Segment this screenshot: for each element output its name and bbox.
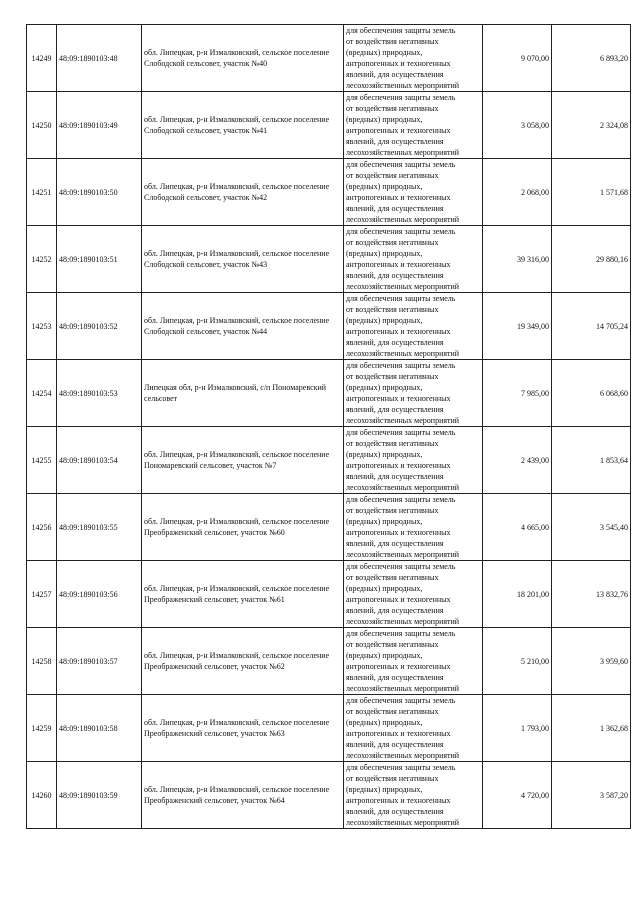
table-row: [27, 25, 631, 92]
area-cell: 9 070,00: [483, 25, 552, 92]
permitted-use-text: [346, 226, 480, 292]
permitted-use-line: от воздействия негативных: [346, 506, 439, 515]
permitted-use-line: для обеспечения защиты земель: [346, 696, 456, 705]
permitted-use-line: (вредных) природных,: [346, 48, 423, 57]
table-row: [27, 695, 631, 762]
permitted-use-line: антропогенных и техногенных: [346, 662, 451, 671]
table-row: [27, 226, 631, 293]
permitted-use-text: [346, 494, 480, 560]
area-cell: 3 058,00: [483, 92, 552, 159]
address-cell: обл. Липецкая, р-н Измалковский, сельское поселение Преображенский сельсовет, участок №61: [142, 561, 344, 628]
cadastral-value-cell: 1 362,68: [552, 695, 631, 762]
permitted-use-cell: [344, 159, 483, 226]
permitted-use-line: антропогенных и техногенных: [346, 595, 451, 604]
area-cell: 1 793,00: [483, 695, 552, 762]
address-cell: обл. Липецкая, р-н Измалковский, сельское поселение Слободской сельсовет, участок №43: [142, 226, 344, 293]
permitted-use-line: от воздействия негативных: [346, 37, 439, 46]
row-number-cell: 14249: [27, 25, 57, 92]
permitted-use-line: явлений, для осуществления: [346, 338, 444, 347]
permitted-use-line: лесохозяйственных мероприятий: [346, 818, 460, 827]
permitted-use-line: для обеспечения защиты земель: [346, 294, 456, 303]
permitted-use-line: явлений, для осуществления: [346, 204, 444, 213]
permitted-use-line: для обеспечения защиты земель: [346, 227, 456, 236]
permitted-use-cell: [344, 494, 483, 561]
table-body: [27, 25, 631, 829]
permitted-use-line: (вредных) природных,: [346, 182, 423, 191]
permitted-use-line: для обеспечения защиты земель: [346, 361, 456, 370]
permitted-use-line: для обеспечения защиты земель: [346, 428, 456, 437]
cadastral-number-cell: 48:09:1890103:48: [57, 25, 142, 92]
cadastral-number-cell: 48:09:1890103:57: [57, 628, 142, 695]
permitted-use-text: [346, 628, 480, 694]
permitted-use-line: явлений, для осуществления: [346, 472, 444, 481]
permitted-use-line: для обеспечения защиты земель: [346, 763, 456, 772]
permitted-use-cell: [344, 427, 483, 494]
area-cell: 19 349,00: [483, 293, 552, 360]
address-cell: обл. Липецкая, р-н Измалковский, сельское поселение Слободской сельсовет, участок №44: [142, 293, 344, 360]
cadastral-number-cell: 48:09:1890103:53: [57, 360, 142, 427]
cadastral-value-cell: 3 959,60: [552, 628, 631, 695]
permitted-use-line: от воздействия негативных: [346, 171, 439, 180]
permitted-use-text: [346, 92, 480, 158]
address-cell: обл. Липецкая, р-н Измалковский, сельское поселение Преображенский сельсовет, участок №63: [142, 695, 344, 762]
permitted-use-line: лесохозяйственных мероприятий: [346, 550, 460, 559]
cadastral-value-cell: 29 880,16: [552, 226, 631, 293]
row-number-cell: 14250: [27, 92, 57, 159]
permitted-use-line: для обеспечения защиты земель: [346, 160, 456, 169]
permitted-use-line: лесохозяйственных мероприятий: [346, 751, 460, 760]
cadastral-number-cell: 48:09:1890103:51: [57, 226, 142, 293]
permitted-use-cell: [344, 360, 483, 427]
cadastral-value-cell: 13 832,76: [552, 561, 631, 628]
permitted-use-line: (вредных) природных,: [346, 249, 423, 258]
permitted-use-line: антропогенных и техногенных: [346, 193, 451, 202]
row-number-cell: 14258: [27, 628, 57, 695]
permitted-use-text: [346, 159, 480, 225]
area-cell: 18 201,00: [483, 561, 552, 628]
row-number-cell: 14259: [27, 695, 57, 762]
cadastral-number-cell: 48:09:1890103:55: [57, 494, 142, 561]
table-row: [27, 427, 631, 494]
permitted-use-cell: [344, 25, 483, 92]
permitted-use-line: от воздействия негативных: [346, 573, 439, 582]
permitted-use-cell: [344, 628, 483, 695]
cadastral-number-cell: 48:09:1890103:58: [57, 695, 142, 762]
cadastral-value-cell: 3 587,20: [552, 762, 631, 829]
cadastral-value-cell: 2 324,08: [552, 92, 631, 159]
row-number-cell: 14257: [27, 561, 57, 628]
permitted-use-text: [346, 561, 480, 627]
permitted-use-line: лесохозяйственных мероприятий: [346, 617, 460, 626]
permitted-use-line: лесохозяйственных мероприятий: [346, 81, 460, 90]
permitted-use-text: [346, 762, 480, 828]
permitted-use-line: лесохозяйственных мероприятий: [346, 215, 460, 224]
address-cell: Липецкая обл, р-н Измалковский, с/п Пономаревский сельсовет: [142, 360, 344, 427]
permitted-use-line: от воздействия негативных: [346, 439, 439, 448]
row-number-cell: 14256: [27, 494, 57, 561]
table-row: [27, 159, 631, 226]
table-row: [27, 92, 631, 159]
permitted-use-line: (вредных) природных,: [346, 584, 423, 593]
permitted-use-line: лесохозяйственных мероприятий: [346, 349, 460, 358]
cadastral-number-cell: 48:09:1890103:50: [57, 159, 142, 226]
cadastral-value-cell: 3 545,40: [552, 494, 631, 561]
permitted-use-line: явлений, для осуществления: [346, 539, 444, 548]
cadastral-number-cell: 48:09:1890103:59: [57, 762, 142, 829]
permitted-use-line: антропогенных и техногенных: [346, 394, 451, 403]
permitted-use-cell: [344, 762, 483, 829]
table-row: [27, 762, 631, 829]
permitted-use-line: для обеспечения защиты земель: [346, 93, 456, 102]
permitted-use-line: (вредных) природных,: [346, 718, 423, 727]
cadastral-number-cell: 48:09:1890103:49: [57, 92, 142, 159]
permitted-use-text: [346, 427, 480, 493]
cadastral-value-cell: 6 893,20: [552, 25, 631, 92]
permitted-use-cell: [344, 561, 483, 628]
permitted-use-cell: [344, 293, 483, 360]
permitted-use-line: для обеспечения защиты земель: [346, 495, 456, 504]
address-cell: обл. Липецкая, р-н Измалковский, сельское поселение Преображенский сельсовет, участок №62: [142, 628, 344, 695]
address-cell: обл. Липецкая, р-н Измалковский, сельское поселение Слободской сельсовет, участок №42: [142, 159, 344, 226]
table-row: [27, 628, 631, 695]
permitted-use-line: (вредных) природных,: [346, 450, 423, 459]
permitted-use-line: от воздействия негативных: [346, 104, 439, 113]
cadastral-value-cell: 1 571,68: [552, 159, 631, 226]
permitted-use-line: лесохозяйственных мероприятий: [346, 416, 460, 425]
permitted-use-line: явлений, для осуществления: [346, 137, 444, 146]
permitted-use-line: (вредных) природных,: [346, 651, 423, 660]
permitted-use-line: лесохозяйственных мероприятий: [346, 282, 460, 291]
permitted-use-line: явлений, для осуществления: [346, 271, 444, 280]
permitted-use-line: явлений, для осуществления: [346, 606, 444, 615]
row-number-cell: 14253: [27, 293, 57, 360]
permitted-use-line: от воздействия негативных: [346, 640, 439, 649]
area-cell: 39 316,00: [483, 226, 552, 293]
table-row: [27, 494, 631, 561]
address-cell: обл. Липецкая, р-н Измалковский, сельское поселение Преображенский сельсовет, участок №60: [142, 494, 344, 561]
permitted-use-line: (вредных) природных,: [346, 517, 423, 526]
cadastral-value-cell: 6 068,60: [552, 360, 631, 427]
permitted-use-line: лесохозяйственных мероприятий: [346, 483, 460, 492]
permitted-use-line: (вредных) природных,: [346, 316, 423, 325]
cadastral-number-cell: 48:09:1890103:56: [57, 561, 142, 628]
row-number-cell: 14255: [27, 427, 57, 494]
permitted-use-line: антропогенных и техногенных: [346, 528, 451, 537]
permitted-use-line: явлений, для осуществления: [346, 673, 444, 682]
permitted-use-line: антропогенных и техногенных: [346, 260, 451, 269]
permitted-use-line: от воздействия негативных: [346, 372, 439, 381]
row-number-cell: 14260: [27, 762, 57, 829]
permitted-use-line: лесохозяйственных мероприятий: [346, 684, 460, 693]
address-cell: обл. Липецкая, р-н Измалковский, сельское поселение Слободской сельсовет, участок №41: [142, 92, 344, 159]
area-cell: 7 985,00: [483, 360, 552, 427]
permitted-use-line: для обеспечения защиты земель: [346, 629, 456, 638]
permitted-use-line: (вредных) природных,: [346, 785, 423, 794]
area-cell: 2 439,00: [483, 427, 552, 494]
permitted-use-line: явлений, для осуществления: [346, 807, 444, 816]
address-cell: обл. Липецкая, р-н Измалковский, сельское поселение Пономаревский сельсовет, участок №7: [142, 427, 344, 494]
cadastral-number-cell: 48:09:1890103:52: [57, 293, 142, 360]
permitted-use-line: от воздействия негативных: [346, 707, 439, 716]
area-cell: 4 720,00: [483, 762, 552, 829]
permitted-use-text: [346, 293, 480, 359]
cadastral-value-cell: 14 705,24: [552, 293, 631, 360]
permitted-use-text: [346, 360, 480, 426]
permitted-use-line: от воздействия негативных: [346, 238, 439, 247]
permitted-use-line: для обеспечения защиты земель: [346, 562, 456, 571]
permitted-use-cell: [344, 92, 483, 159]
area-cell: 4 665,00: [483, 494, 552, 561]
permitted-use-text: [346, 695, 480, 761]
address-cell: обл. Липецкая, р-н Измалковский, сельское поселение Слободской сельсовет, участок №40: [142, 25, 344, 92]
permitted-use-line: от воздействия негативных: [346, 774, 439, 783]
permitted-use-line: лесохозяйственных мероприятий: [346, 148, 460, 157]
area-cell: 2 068,00: [483, 159, 552, 226]
permitted-use-line: антропогенных и техногенных: [346, 126, 451, 135]
permitted-use-line: антропогенных и техногенных: [346, 59, 451, 68]
permitted-use-line: антропогенных и техногенных: [346, 461, 451, 470]
permitted-use-line: явлений, для осуществления: [346, 70, 444, 79]
cadastral-number-cell: 48:09:1890103:54: [57, 427, 142, 494]
permitted-use-line: явлений, для осуществления: [346, 405, 444, 414]
table-row: [27, 293, 631, 360]
table-row: [27, 561, 631, 628]
permitted-use-line: антропогенных и техногенных: [346, 796, 451, 805]
land-plot-register-table: [26, 24, 631, 829]
area-cell: 5 210,00: [483, 628, 552, 695]
row-number-cell: 14254: [27, 360, 57, 427]
permitted-use-line: от воздействия негативных: [346, 305, 439, 314]
permitted-use-line: для обеспечения защиты земель: [346, 26, 456, 35]
permitted-use-text: [346, 25, 480, 91]
permitted-use-line: (вредных) природных,: [346, 115, 423, 124]
permitted-use-line: явлений, для осуществления: [346, 740, 444, 749]
cadastral-value-cell: 1 853,64: [552, 427, 631, 494]
permitted-use-line: (вредных) природных,: [346, 383, 423, 392]
table-row: [27, 360, 631, 427]
permitted-use-line: антропогенных и техногенных: [346, 327, 451, 336]
address-cell: обл. Липецкая, р-н Измалковский, сельское поселение Преображенский сельсовет, участок №64: [142, 762, 344, 829]
permitted-use-cell: [344, 226, 483, 293]
permitted-use-cell: [344, 695, 483, 762]
row-number-cell: 14251: [27, 159, 57, 226]
permitted-use-line: антропогенных и техногенных: [346, 729, 451, 738]
row-number-cell: 14252: [27, 226, 57, 293]
